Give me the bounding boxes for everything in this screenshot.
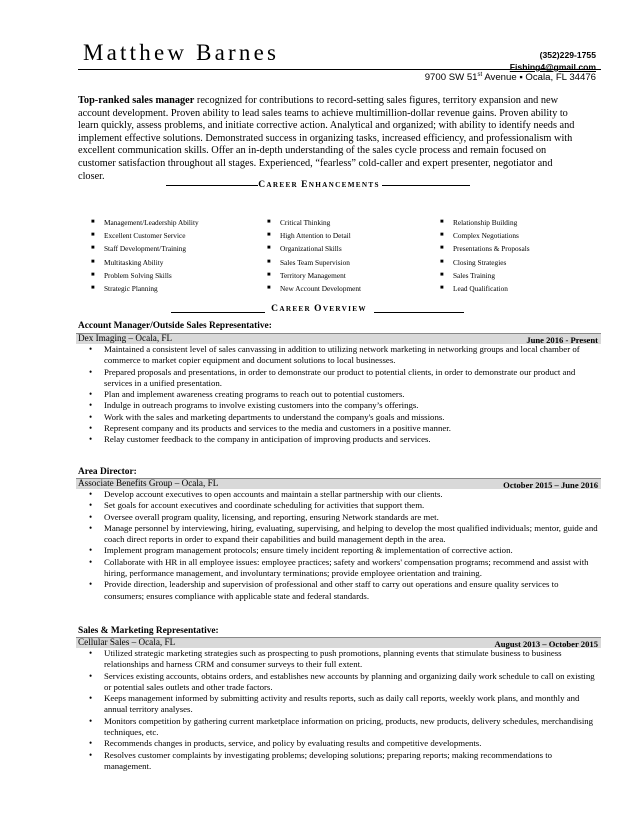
- email-link[interactable]: Fishing4@gmail.com: [509, 62, 596, 72]
- job-duty: • Prepared proposals and presentations, in order to demonstrate our product to potential clients, in order to demonstrate our product and services in a unified presentation.: [78, 367, 598, 390]
- job-duty: • Implement program management protocols; ensure timely incident reporting & implementation of corrective action.: [78, 545, 598, 556]
- job-duty: • Manage personnel by interviewing, hiring, evaluating, supervising, and helping to develop the most qualified individuals; mentor, guide and coach direct reports in order to expand their capabilities and build management depth in the area.: [78, 523, 598, 546]
- skill-item: ■ Sales Team Supervision: [280, 256, 361, 269]
- skill-item: ■ Relationship Building: [453, 216, 530, 229]
- job-dates: June 2016 - Present: [526, 335, 598, 345]
- job-company: Dex Imaging – Ocala, FL: [78, 333, 173, 343]
- job-duty: • Monitors competition by gathering current marketplace information on pricing, products, new products, delivery schedules, merchandising techniques, etc.: [78, 716, 598, 739]
- job-duty: • Indulge in outreach programs to involve existing customers into the company’s offerings.: [78, 400, 598, 411]
- job-duty: • Collaborate with HR in all employee issues: employee practices; safety and workers' compensation programs; recommend and assist with hiring, performance management, and involuntary terminations; provide employee orientation and training.: [78, 557, 598, 580]
- skill-item: ■ Staff Development/Training: [104, 242, 199, 255]
- job-duty: • Utilized strategic marketing strategies such as prospecting to push promotions, planning events that stimulate business to business relationships and harness CRM and consumer surveys to their full extent.: [78, 648, 598, 671]
- job-company: Associate Benefits Group – Ocala, FL: [78, 478, 219, 488]
- skill-item: ■ New Account Development: [280, 282, 361, 295]
- job-duty: • Develop account executives to open accounts and maintain a stellar partnership with our clients.: [78, 489, 598, 500]
- job-duty: • Resolves customer complaints by investigating problems; developing solutions; preparing reports; making recommendations to management.: [78, 750, 598, 773]
- job-duty: • Plan and implement awareness creating programs to reach out to potential customers.: [78, 389, 598, 400]
- section-heading-career-enhancements: CAREER ENHANCEMENTS: [258, 180, 380, 190]
- skills-column-1: [104, 216, 199, 295]
- candidate-name: Matthew Barnes: [83, 40, 280, 65]
- skill-item: ■ Lead Qualification: [453, 282, 530, 295]
- skill-item: ■ Multitasking Ability: [104, 256, 199, 269]
- job-title: Sales & Marketing Representative:: [78, 626, 219, 636]
- address-ordinal: st: [477, 72, 483, 78]
- skills-column-2: [280, 216, 361, 295]
- job-duty: • Represent company and its products and services to the media and customers in a positive manner.: [78, 423, 598, 434]
- skill-item: ■ Problem Solving Skills: [104, 269, 199, 282]
- address-city: Avenue ▪ Ocala, FL 34476: [482, 72, 596, 84]
- professional-summary: [78, 95, 578, 183]
- skill-item: ■ Organizational Skills: [280, 242, 361, 255]
- job-duty: • Oversee overall program quality, licensing, and reporting, ensuring Network standards are met.: [78, 512, 598, 523]
- job-company: Cellular Sales – Ocala, FL: [78, 637, 176, 647]
- job-header-bar: [76, 478, 601, 489]
- job-dates: August 2013 – October 2015: [494, 639, 598, 649]
- job-header-bar: [76, 333, 601, 344]
- job-duty: • Set goals for account executives and coordinate scheduling for activities that support them.: [78, 500, 598, 511]
- skill-item: ■ Management/Leadership Ability: [104, 216, 199, 229]
- section-heading-career-overview: CAREER OVERVIEW: [271, 304, 367, 314]
- job-title: Account Manager/Outside Sales Representative:: [78, 321, 272, 331]
- phone-number: (352)229-1755: [539, 50, 596, 60]
- job-title: Area Director:: [78, 467, 137, 477]
- skill-item: ■ Closing Strategies: [453, 256, 530, 269]
- job-duty: • Maintained a consistent level of sales canvassing in addition to utilizing network marketing in networking groups and local chamber of commerce to market copier equipment and document solutions to local businesses.: [78, 344, 598, 367]
- skill-item: ■ Complex Negotiations: [453, 229, 530, 242]
- job-header-bar: [76, 637, 601, 648]
- job-duty: • Services existing accounts, obtains orders, and establishes new accounts by planning and organizing daily work schedule to call on existing or potential sales outlets and other trade factors.: [78, 671, 598, 694]
- skill-item: ■ Sales Training: [453, 269, 530, 282]
- job-duties-list: [78, 648, 598, 772]
- skill-item: ■ Excellent Customer Service: [104, 229, 199, 242]
- summary-text: recognized for contributions to record-setting sales figures, territory expansion and new account development. Proven ability to lead sales teams to achieve multimillion-dollar revenue gains. Proven ability to learn quickly, assess problems, and initiate corrective action. Analytical and organized; with ability to identify needs and implement effective solutions. Demonstrated success in organizing tasks, increased efficiency, and professionalism with excellent communication skills. Offer an in-depth understanding of the sales cycle process and remain focused on customer satisfaction throughout all stages. Experienced, “fearless” cold-caller and expert presenter, negotiator and closer.: [78, 95, 575, 182]
- job-duty: • Provide direction, leadership and supervision of professional and other staff to carry out operations and ensure quality services to consumers; ensures compliance with applicable state and federal standards.: [78, 579, 598, 602]
- skills-column-3: [453, 216, 530, 295]
- skill-item: ■ Strategic Planning: [104, 282, 199, 295]
- job-duty: • Keeps management informed by submitting activity and results reports, such as daily call reports, weekly work plans, and monthly and annual territory analyses.: [78, 693, 598, 716]
- skill-item: ■ Presentations & Proposals: [453, 242, 530, 255]
- job-duties-list: [78, 489, 598, 602]
- address: [425, 72, 596, 83]
- skill-item: ■ Critical Thinking: [280, 216, 361, 229]
- job-dates: October 2015 – June 2016: [503, 480, 598, 490]
- summary-lead: Top-ranked sales manager: [78, 95, 195, 106]
- job-duties-list: [78, 344, 598, 446]
- job-duty: • Relay customer feedback to the company in anticipation of improving products and services.: [78, 434, 598, 445]
- job-duty: • Work with the sales and marketing departments to understand the company's goals and missions.: [78, 412, 598, 423]
- skill-item: ■ Territory Management: [280, 269, 361, 282]
- skill-item: ■ High Attention to Detail: [280, 229, 361, 242]
- header-rule: [78, 69, 601, 70]
- address-street: 9700 SW 51: [424, 72, 478, 84]
- job-duty: • Recommends changes in products, service, and policy by evaluating results and competitive developments.: [78, 738, 598, 749]
